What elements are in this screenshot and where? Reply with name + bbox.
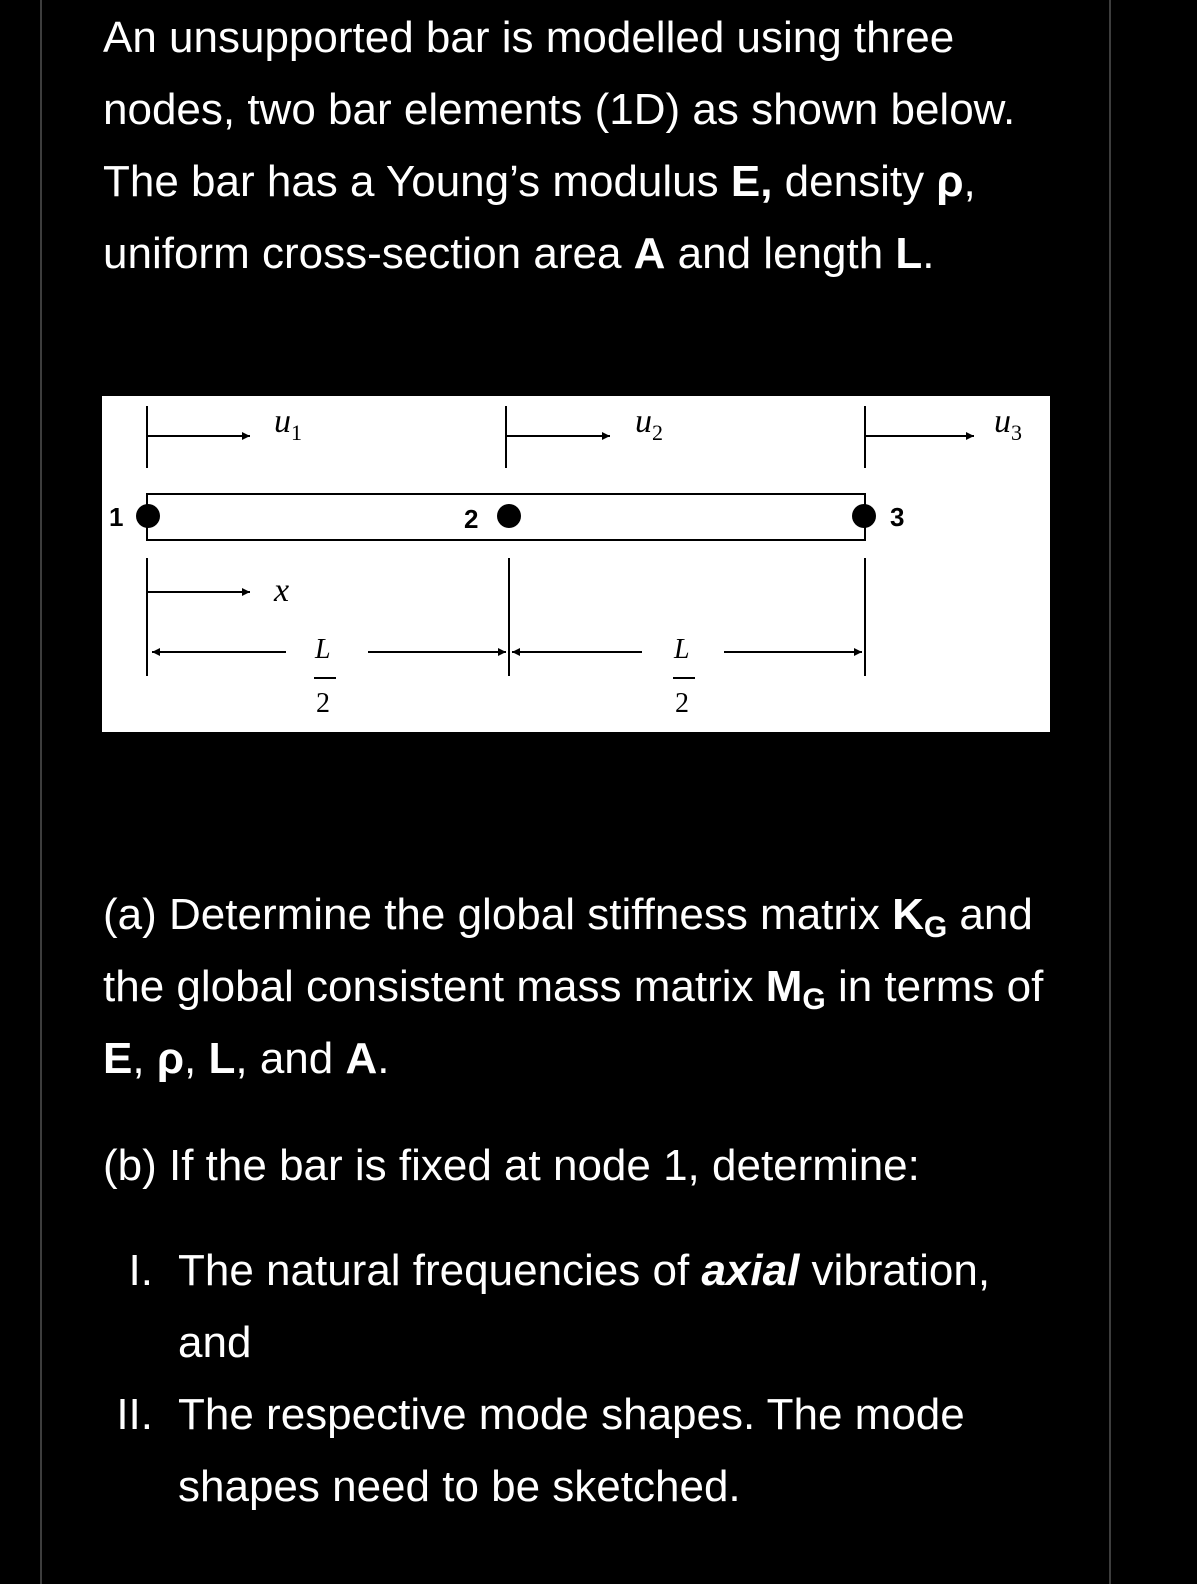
symbol-rho: ρ xyxy=(936,157,964,206)
intro-text: , uniform cross-section area xyxy=(103,157,976,278)
part-a-text: and the global consistent mass matrix xyxy=(103,890,1033,1011)
list-item-text: The natural frequencies of axial vibration, and xyxy=(178,1246,991,1367)
list-item xyxy=(103,1235,1063,1379)
list-item xyxy=(103,1379,1063,1523)
node-3-label: 3 xyxy=(890,502,905,532)
x-axis-label: x xyxy=(274,572,290,609)
u3-label: $u_3$ xyxy=(994,403,1022,445)
bar-diagram xyxy=(102,396,1050,732)
symbol-E: E xyxy=(103,1034,133,1083)
dim1-numerator: L xyxy=(315,634,331,665)
dim2-denominator: 2 xyxy=(675,688,689,719)
symbol-A: A xyxy=(345,1034,378,1083)
emphasis-axial: axial xyxy=(701,1246,800,1295)
list-number: I. xyxy=(128,1246,153,1295)
symbol-L: L xyxy=(895,229,923,278)
part-a-paragraph: (a) Determine the global stiffness matrix $K_G$ and the global consistent mass matrix $M_G$ in terms of E, ρ, L, and A. xyxy=(103,890,1044,1083)
u1-label: $u_1$ xyxy=(274,403,302,445)
bar-diagram-svg xyxy=(102,396,1050,732)
dim1-denominator: 2 xyxy=(316,688,330,719)
symbol-E: E, xyxy=(730,157,773,206)
symbol-A: A xyxy=(633,229,666,278)
intro-text: density xyxy=(772,157,937,206)
right-border-line xyxy=(1109,0,1111,1584)
left-border-line xyxy=(40,0,42,1584)
list-item-text: The respective mode shapes. The mode shapes need to be sketched. xyxy=(178,1390,965,1511)
node-2-label: 2 xyxy=(464,504,479,534)
node-2-dot xyxy=(497,504,521,528)
part-b-list xyxy=(103,1235,1063,1523)
part-a-text: (a) Determine the global stiffness matrix xyxy=(103,890,893,939)
intro-text: . xyxy=(922,229,935,278)
node-3-dot xyxy=(852,504,876,528)
symbol-L: L xyxy=(208,1034,236,1083)
part-b-intro: (b) If the bar is fixed at node 1, determine: xyxy=(103,1141,920,1190)
node-1-label: 1 xyxy=(109,502,124,532)
dim2-numerator: L xyxy=(674,634,690,665)
part-a-text: in terms of xyxy=(825,962,1044,1011)
node-1-dot xyxy=(136,504,160,528)
intro-text: and length xyxy=(665,229,896,278)
intro-text: An unsupported bar is modelled using three nodes, two bar elements (1D) as shown below. The bar has a Young’s modulus xyxy=(103,13,1016,206)
symbol-rho: ρ xyxy=(156,1034,185,1083)
symbol-KG: $K_G$ xyxy=(892,890,948,944)
u2-label: $u_2$ xyxy=(635,403,663,445)
list-number: II. xyxy=(116,1390,153,1439)
symbol-MG: $M_G$ xyxy=(765,962,826,1016)
intro-paragraph xyxy=(103,2,1063,290)
